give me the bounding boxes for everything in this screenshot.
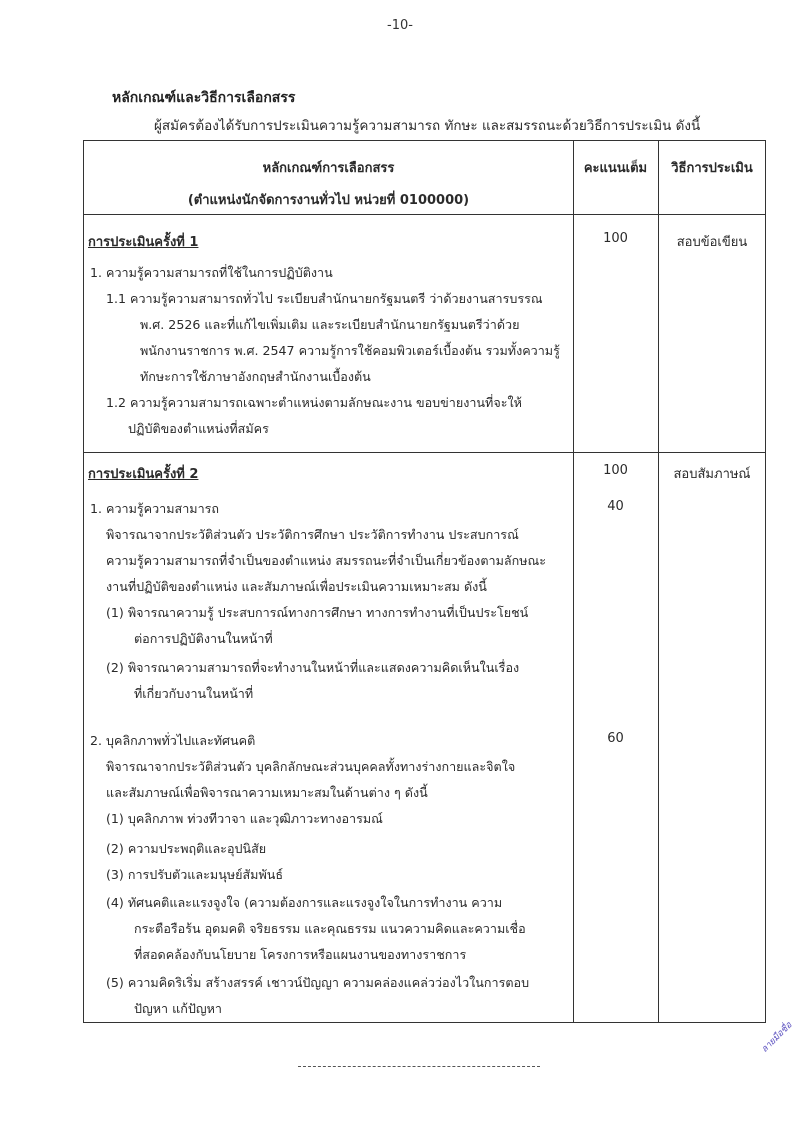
s2-line: 1. ความรู้ความสามารถ [90,501,220,516]
header-method: วิธีการประเมิน [671,161,753,176]
s2-line: ที่สอดคล้องกับนโยบาย โครงการหรือแผนงานของทางราชการ [134,947,467,962]
section-1-score: 100 [603,231,628,246]
s2-line: และสัมภาษณ์เพื่อพิจารณาความเหมาะสมในด้านต่าง ๆ ดังนี้ [106,785,428,800]
section-row-divider [84,452,765,453]
intro-paragraph: ผู้สมัครต้องได้รับการประเมินความรู้ความสามารถ ทักษะ และสมรรถนะด้วยวิธีการประเมิน ดังนี้ [154,118,701,134]
s2-line: (1) บุคลิกภาพ ท่วงทีวาจา และวุฒิภาวะทางอารมณ์ [106,811,383,826]
s2-line: กระตือรือร้น อุดมคติ จริยธรรม และคุณธรรม แนวความคิดและความเชื่อ [134,921,526,936]
section-2-method: สอบสัมภาษณ์ [673,467,751,482]
header-row-divider [84,214,765,215]
s2-line: พิจารณาจากประวัติส่วนตัว บุคลิกลักษณะส่วนบุคคลทั้งทางร่างกายและจิตใจ [106,759,516,774]
s1-line: 1.2 ความรู้ความสามารถเฉพาะตำแหน่งตามลักษณะงาน ขอบข่ายงานที่จะให้ [106,395,522,410]
item-2-score: 60 [607,731,624,746]
s1-line: พนักงานราชการ พ.ศ. 2547 ความรู้การใช้คอมพิวเตอร์เบื้องต้น รวมทั้งความรู้ [140,343,560,358]
header-criteria: หลักเกณฑ์การเลือกสรร [262,161,395,176]
header-criteria-position: (ตำแหน่งนักจัดการงานทั่วไป หน่วยที่ 0100000) [187,193,470,208]
s1-line: 1.1 ความรู้ความสามารถทั่วไป ระเบียบสำนักนายกรัฐมนตรี ว่าด้วยงานสารบรรณ [106,291,543,306]
s2-line: ความรู้ความสามารถที่จำเป็นของตำแหน่ง สมรรถนะที่จำเป็นเกี่ยวข้องตามลักษณะ [106,553,546,568]
header-score: คะแนนเต็ม [583,161,648,176]
section-2-score: 100 [603,463,628,478]
section-1-title: การประเมินครั้งที่ 1 [88,235,199,250]
s2-line: (2) ความประพฤติและอุปนิสัย [106,841,267,856]
section-heading: หลักเกณฑ์และวิธีการเลือกสรร [112,90,296,106]
s2-line: (2) พิจารณาความสามารถที่จะทำงานในหน้าที่และแสดงความคิดเห็นในเรื่อง [106,660,520,675]
s1-line: 1. ความรู้ความสามารถที่ใช้ในการปฏิบัติงาน [90,265,333,280]
column-divider-method [658,141,659,1022]
s1-line: ทักษะการใช้ภาษาอังกฤษสำนักงานเบื้องต้น [140,369,371,384]
s2-line: ปัญหา แก้ปัญหา [134,1001,222,1016]
s2-line: ต่อการปฏิบัติงานในหน้าที่ [134,631,273,646]
page-number: -10- [387,18,413,33]
section-1-method: สอบข้อเขียน [676,235,748,250]
s2-line: (1) พิจารณาความรู้ ประสบการณ์ทางการศึกษา ทางการทำงานที่เป็นประโยชน์ [106,605,529,620]
s2-line: 2. บุคลิกภาพทั่วไปและทัศนคติ [90,733,256,748]
s2-line: พิจารณาจากประวัติส่วนตัว ประวัติการศึกษา ประวัติการทำงาน ประสบการณ์ [106,527,519,542]
item-1-score: 40 [607,499,624,514]
criteria-table [83,140,766,1023]
s2-line: ที่เกี่ยวกับงานในหน้าที่ [134,686,254,701]
column-divider-score [573,141,574,1022]
s2-line: (3) การปรับตัวและมนุษย์สัมพันธ์ [106,867,284,882]
section-2-title: การประเมินครั้งที่ 2 [88,467,199,482]
s1-line: พ.ศ. 2526 และที่แก้ไขเพิ่มเติม และระเบียบสำนักนายกรัฐมนตรีว่าด้วย [140,317,520,332]
signature-mark: ลายมือชื่อ [759,1020,795,1055]
footer-dashed-line [298,1066,540,1067]
s1-line: ปฏิบัติของตำแหน่งที่สมัคร [128,421,269,436]
s2-line: งานที่ปฏิบัติของตำแหน่ง และสัมภาษณ์เพื่อประเมินความเหมาะสม ดังนี้ [106,579,487,594]
s2-line: (4) ทัศนคติและแรงจูงใจ (ความต้องการและแรงจูงใจในการทำงาน ความ [106,895,503,910]
s2-line: (5) ความคิดริเริ่ม สร้างสรรค์ เชาวน์ปัญญา ความคล่องแคล่วว่องไวในการตอบ [106,975,530,990]
